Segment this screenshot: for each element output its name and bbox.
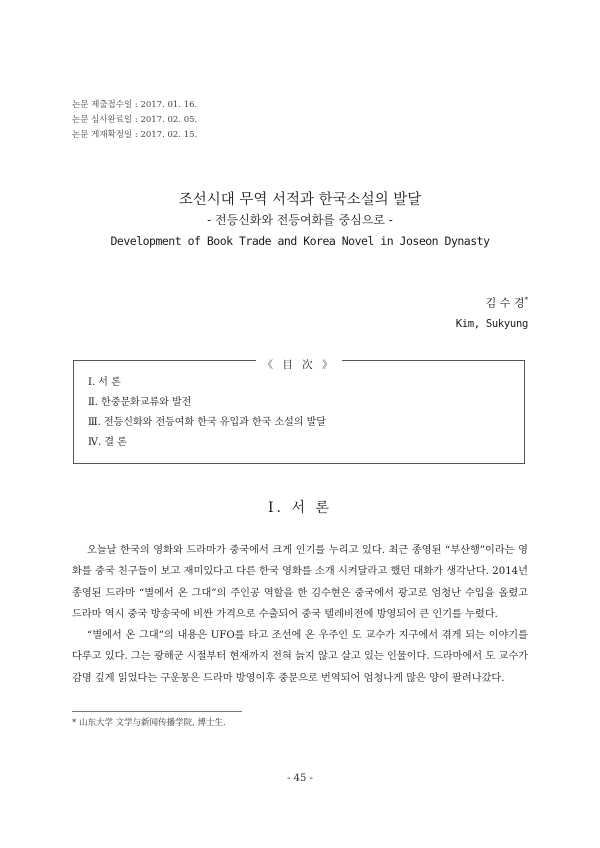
- author-footnote-mark: *: [524, 296, 528, 304]
- footnote: * 山东大学 文学与新闻传播学院, 博士生.: [72, 718, 226, 728]
- paper-subtitle: - 전등신화와 전등여화를 중심으로 -: [207, 213, 393, 227]
- date-received: 논문 제출접수일 : 2017. 01. 16.: [72, 100, 198, 110]
- author-name-ko: 김 수 경: [485, 296, 525, 310]
- footnote-divider: [72, 711, 242, 712]
- toc-item: Ⅳ. 결 론: [88, 437, 127, 448]
- section-heading: Ⅰ. 서 론: [268, 500, 332, 516]
- submission-dates: [72, 98, 197, 143]
- author-block: [456, 290, 528, 334]
- paper-title-english: Development of Book Trade and Korea Novel in Joseon Dynasty: [110, 234, 490, 248]
- toc-item: Ⅲ. 전등신화와 전등여화 한국 유입과 한국 소설의 발달: [88, 417, 326, 428]
- date-reviewed: 논문 심사완료일 : 2017. 02. 05.: [72, 115, 198, 125]
- toc-item: Ⅰ. 서 론: [88, 377, 121, 388]
- paragraph: “별에서 온 그대”의 내용은 UFO를 타고 조선에 온 우주인 도 교수가 지구에서 겪게 되는 이야기를 다루고 있다. 그는 광해군 시절부터 현재까지 전혀 늙지 않고 살고 있는 인물이다. 드라마에서 도 교수가 감명 깊게 읽었다는 구운몽은 드라마 방영이후 중문으로 번역되어 엄청나게 많은 양이 팔려나갔다.: [72, 630, 528, 684]
- page-number: - 45 -: [287, 773, 313, 784]
- table-of-contents: [73, 360, 525, 464]
- toc-heading: 《 目 次 》: [256, 359, 341, 371]
- title-block: [0, 190, 600, 252]
- toc-heading-wrap: [74, 353, 524, 372]
- paragraph: 오늘날 한국의 영화와 드라마가 중국에서 크게 인기를 누리고 있다. 최근 종영된 “부산행”이라는 영화를 중국 친구들이 보고 재미있다고 다른 한국 영화를 소개 시켜달라고 했던 대화가 생각난다. 2014년 종영된 드라마 “별에서 온 그대”의 주인공 역할을 한 김수현은 중국에서 광고로 엄청난 수입을 올렸고 드라마 역시 중국 방송국에 비싼 가격으로 수출되어 중국 텔레비전에 방영되어 큰 인기를 누렸다.: [72, 545, 528, 620]
- author-name-english: Kim, Sukyung: [455, 317, 528, 330]
- date-accepted: 논문 게재확정일 : 2017. 02. 15.: [72, 130, 198, 140]
- author-name-korean: [456, 290, 528, 314]
- toc-list: [88, 373, 326, 453]
- paper-title: 조선시대 무역 서적과 한국소설의 발달: [178, 192, 422, 208]
- toc-item: Ⅱ. 한중문화교류와 발전: [88, 397, 192, 408]
- body-text: [72, 540, 528, 689]
